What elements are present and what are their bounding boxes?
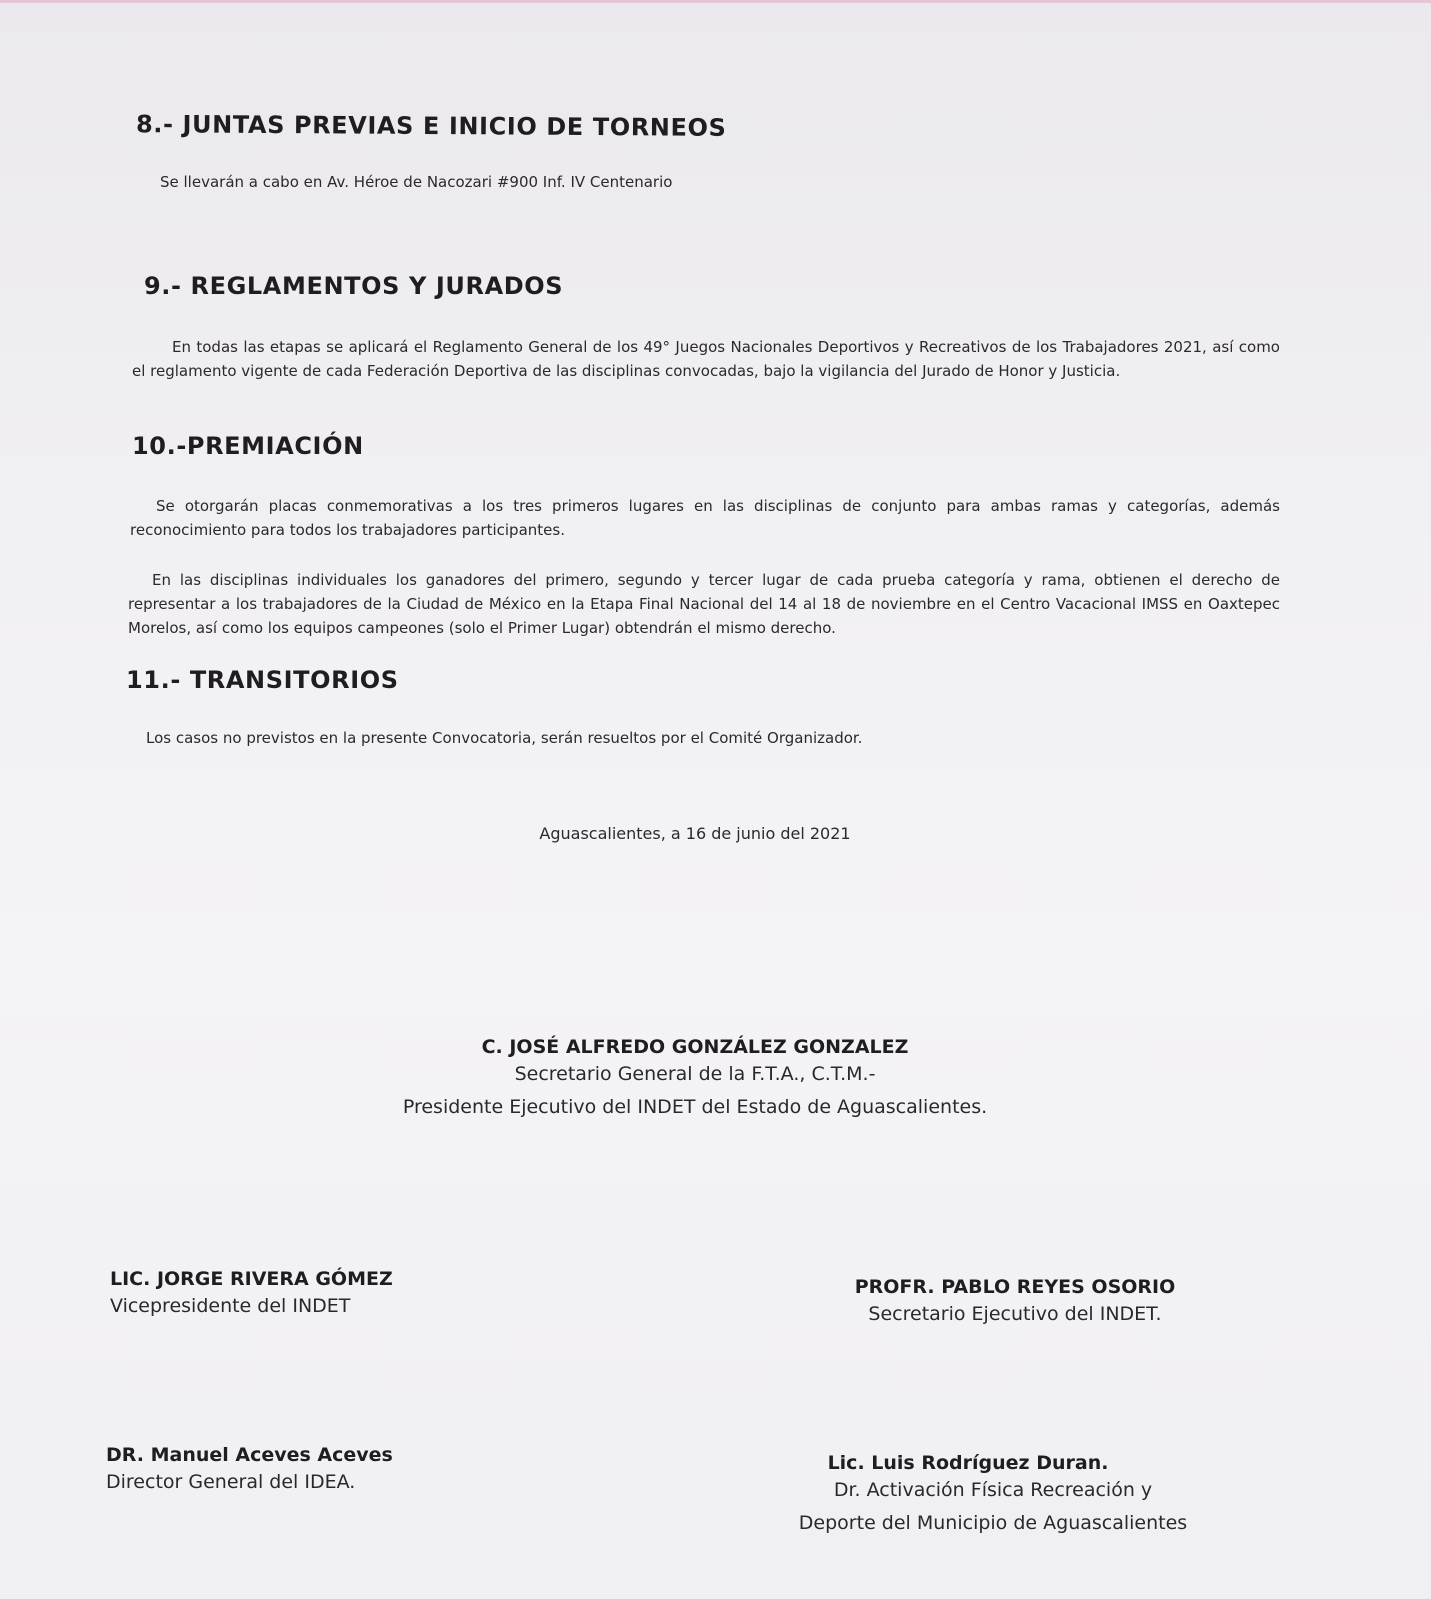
signatory-name: Lic. Luis Rodríguez Duran.: [827, 1452, 1109, 1474]
signatory-title: Secretario General de la F.T.A., C.T.M.-: [514, 1063, 876, 1085]
signatory-title: Secretario Ejecutivo del INDET.: [868, 1303, 1162, 1325]
signature-idea-director: [106, 1444, 393, 1499]
signatory-name: DR. Manuel Aceves Aceves: [106, 1444, 393, 1466]
signatory-name: PROFR. PABLO REYES OSORIO: [854, 1276, 1176, 1298]
section-11-text: Los casos no previstos en la presente Convocatoria, serán resueltos por el Comité Organizador.: [146, 729, 863, 747]
section-8-text: Se llevarán a cabo en Av. Héroe de Nacozari #900 Inf. IV Centenario: [160, 173, 673, 191]
signatory-title: Deporte del Municipio de Aguascalientes: [798, 1512, 1188, 1534]
signatory-title: Presidente Ejecutivo del INDET del Estado de Aguascalientes.: [402, 1096, 988, 1118]
signature-president: [0, 1036, 1390, 1124]
section-8-heading: 8.- JUNTAS PREVIAS E INICIO DE TORNEOS: [135, 110, 727, 142]
signature-secretary: [840, 1276, 1190, 1331]
signatory-title: Vicepresidente del INDET: [110, 1295, 351, 1317]
section-10-heading: 10.-PREMIACIÓN: [132, 432, 364, 460]
signature-municipal-director: [748, 1452, 1238, 1540]
signatory-name: LIC. JORGE RIVERA GÓMEZ: [110, 1268, 393, 1290]
section-9-text: En todas las etapas se aplicará el Reglamento General de los 49° Juegos Nacionales Deportivos y Recreativos de los Trabajadores 2021, así como el reglamento vigente de cada Federación Deportiva de las disciplinas convocadas, bajo la vigilancia del Jurado de Honor y Justicia.: [132, 338, 1280, 380]
section-10-paragraph-2: En las disciplinas individuales los ganadores del primero, segundo y tercer lugar de cada prueba categoría y rama, obtienen el derecho de representar a los trabajadores de la Ciudad de México en la Etapa Final Nacional del 14 al 18 de noviembre en el Centro Vacacional IMSS en Oaxtepec Morelos, así como los equipos campeones (solo el Primer Lugar) obtendrán el mismo derecho.: [128, 571, 1280, 637]
section-9-heading: 9.- REGLAMENTOS Y JURADOS: [144, 272, 564, 300]
signature-vicepresident: [110, 1268, 393, 1323]
place-date-line: Aguascalientes, a 16 de junio del 2021: [539, 824, 851, 843]
section-11-heading: 11.- TRANSITORIOS: [126, 666, 399, 694]
signatory-title: Director General del IDEA.: [106, 1471, 356, 1493]
section-10-paragraph-1: Se otorgarán placas conmemorativas a los tres primeros lugares en las disciplinas de conjunto para ambas ramas y categorías, además reconocimiento para todos los trabajadores participantes.: [130, 497, 1280, 539]
signatory-name: C. JOSÉ ALFREDO GONZÁLEZ GONZALEZ: [481, 1036, 909, 1058]
signatory-title: Dr. Activación Física Recreación y: [833, 1479, 1153, 1501]
